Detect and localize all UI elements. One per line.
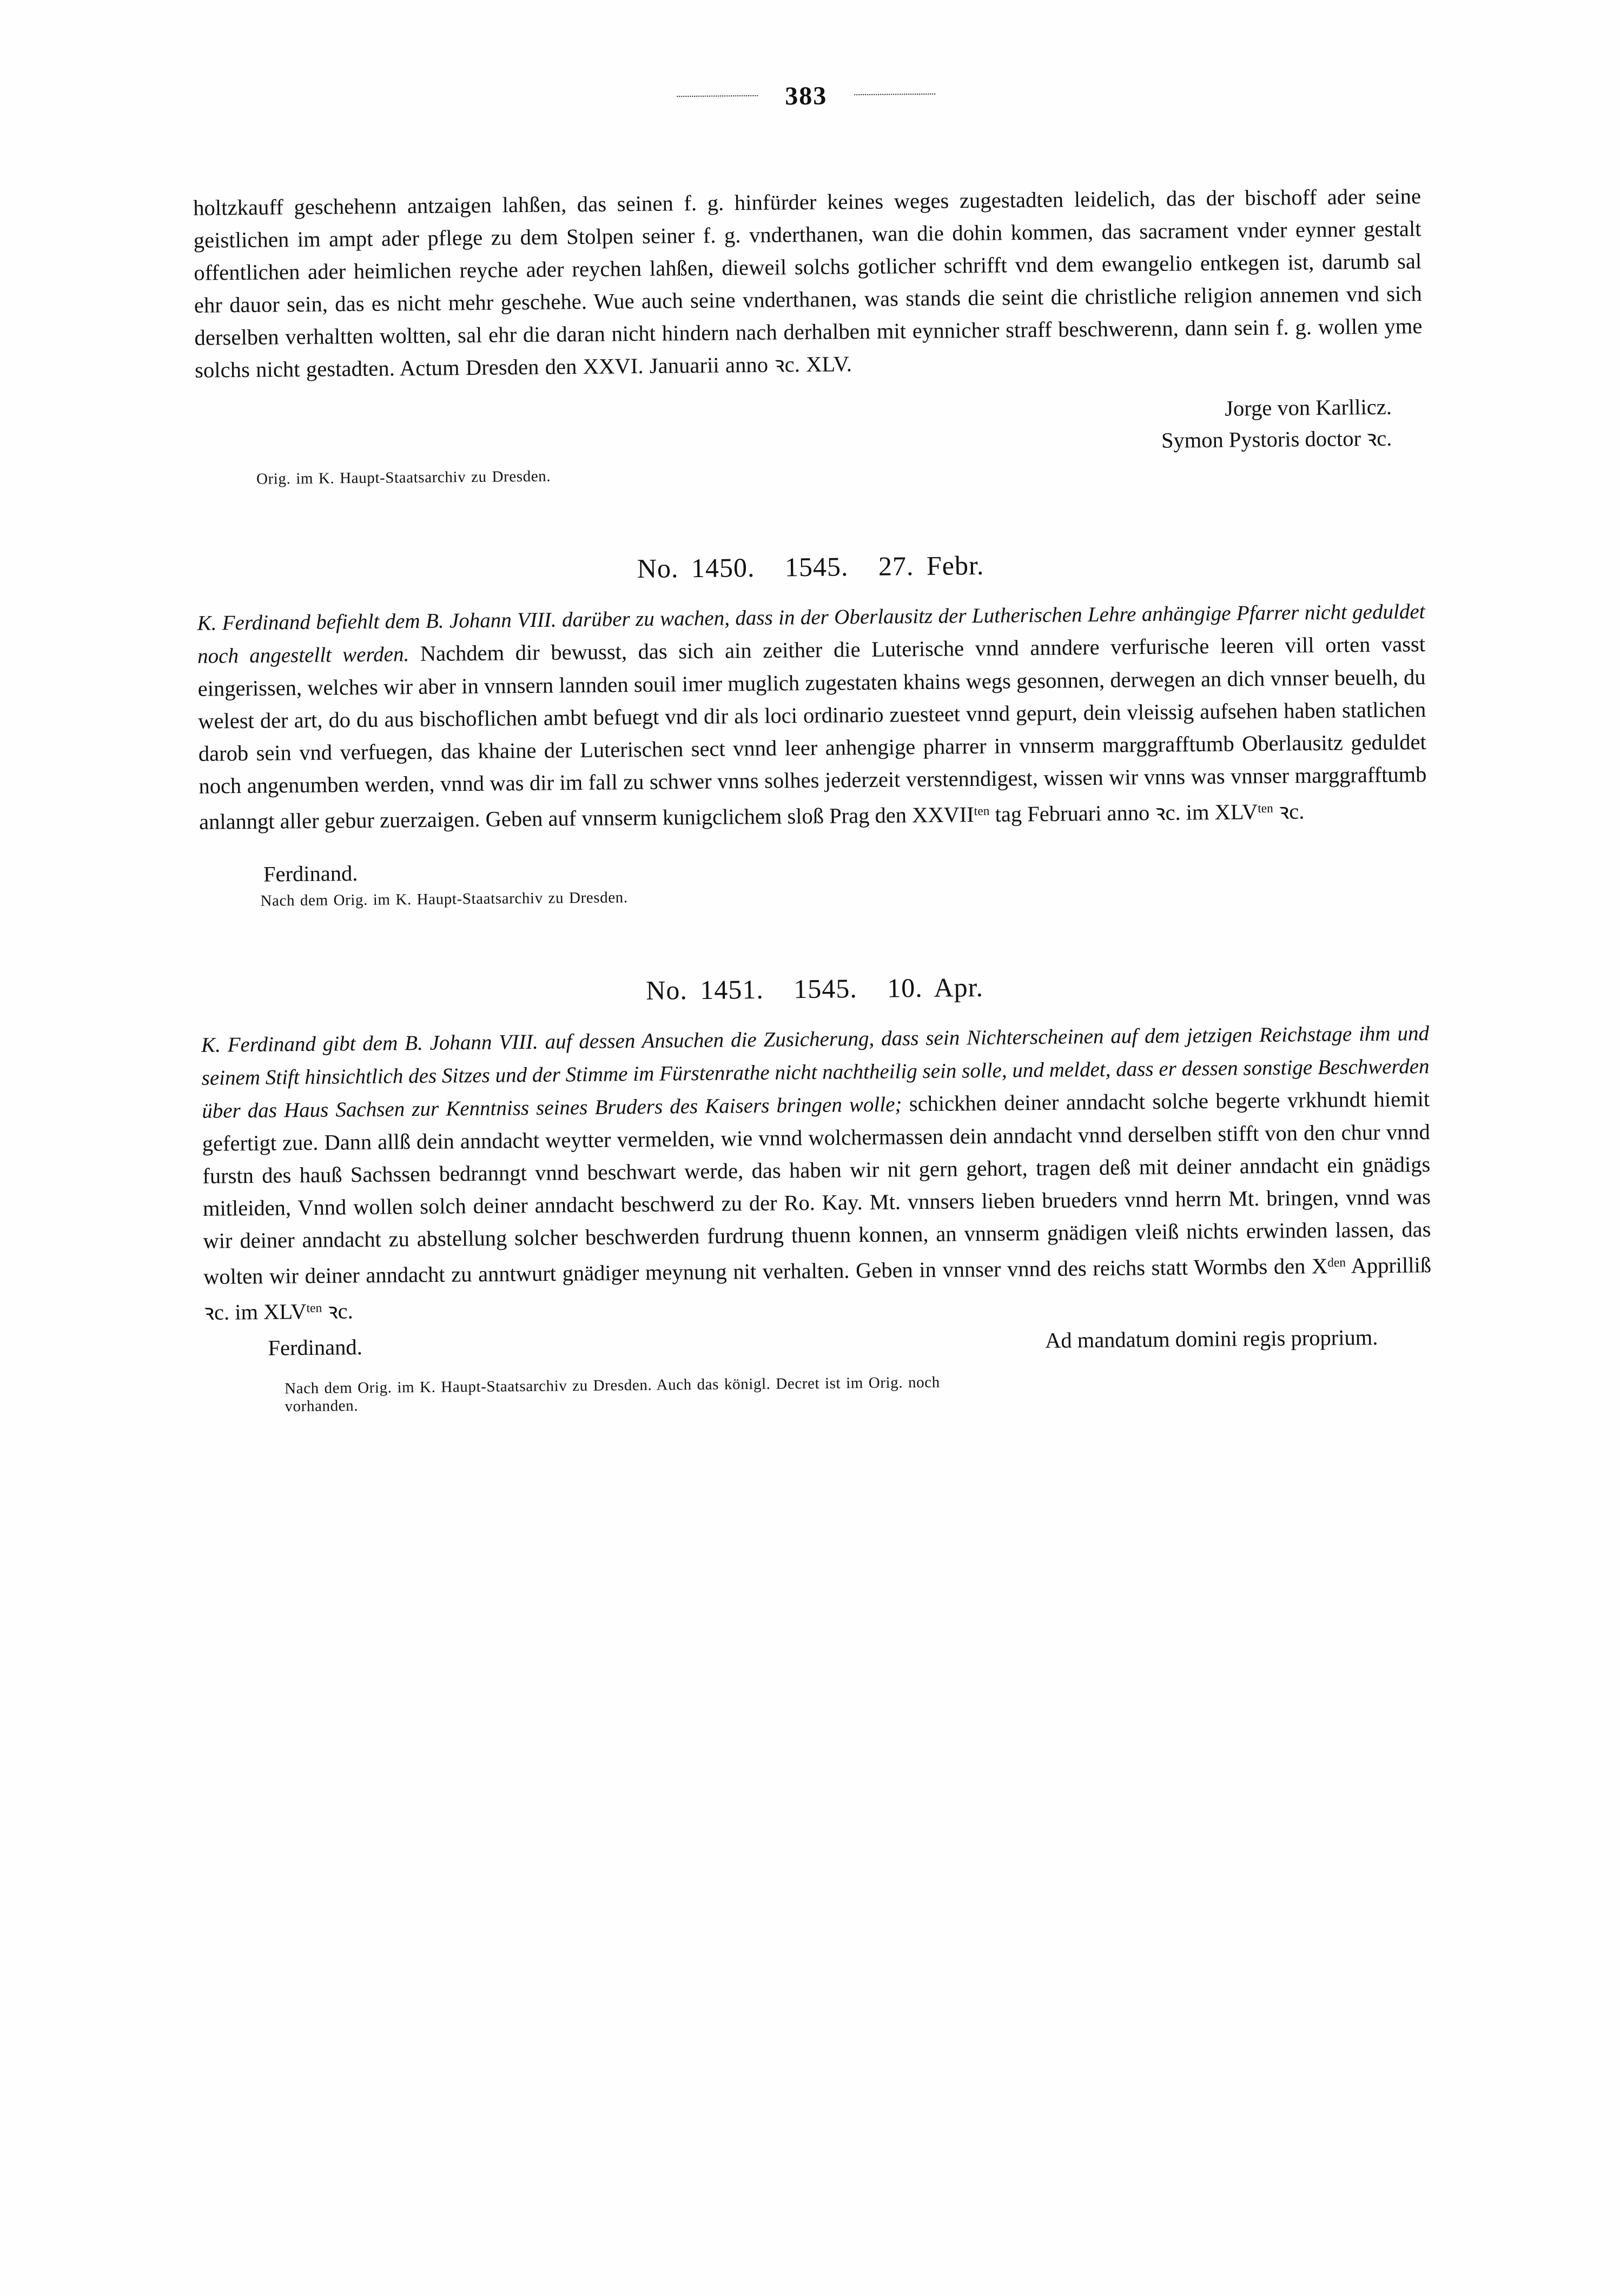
- document-1451-source-note-line-2: vorhanden.: [285, 1397, 359, 1415]
- document-1450-abstract: K. Ferdinand befiehlt dem B. Johann VIII. darüber zu wachen, dass in der Oberlausitz der Lutherischen Lehre anhängige Pfarrer nicht geduldet noch angestellt werden.: [197, 600, 1425, 668]
- document-year: 1545.: [794, 973, 858, 1004]
- document-1451-source-note: [204, 1369, 1433, 1417]
- page-number: 383: [785, 81, 828, 111]
- document-1450-text: [197, 595, 1427, 838]
- document-heading-1450: [196, 545, 1424, 588]
- document-year: 1545.: [784, 551, 849, 583]
- continued-document-signatures: [195, 391, 1424, 466]
- document-number: No. 1450.: [637, 552, 755, 584]
- document-1450-body-part-3: ꝛc.: [1273, 799, 1305, 824]
- signature-line: Jorge von Karllicz.: [1225, 394, 1392, 421]
- document-date: 10. Apr.: [887, 972, 984, 1003]
- document-1451-source-note-line-1: Nach dem Orig. im K. Haupt-Staatsarchiv zu Dresden. Auch das königl. Decret ist im Orig. noch: [285, 1373, 940, 1397]
- document-heading-1451: [201, 967, 1429, 1010]
- document-1451-text: [201, 1017, 1432, 1329]
- document-1450-body-part-2: tag Februari anno ꝛc. im XLV: [989, 799, 1258, 827]
- continued-document-source-note: Orig. im K. Haupt-Staatsarchiv zu Dresden.: [256, 467, 551, 488]
- document-1451-signature-left: Ferdinand.: [268, 1334, 362, 1360]
- rule-left-icon: [677, 95, 758, 97]
- continued-document-body: holtzkauff geschehenn antzaigen lahßen, das seinen f. g. hinfürder keines weges zugestadten leidelich, das der bischoff ader seine geistlichen im ampt ader pflege zu dem Stolpen seiner f. g. vnderthanen, wan die dohin kommen, das sacrament vnder eynner gestalt offentlichen ader heimlichen reyche ader reychen lahßen, dieweil solchs gotlicher schrifft vnd dem ewangelio entkegen ist, darumb sal ehr dauor sein, das es nicht mehr geschehe. Wue auch seine vnderthanen, was stands die seint die christliche religion annemen vnd sich derselben verhaltten woltten, sal ehr die daran nicht hindern nach derhalben mit eynnicher straff beschwerenn, dann sein f. g. wollen yme solchs nicht gestadten. Actum Dresden den XXVI. Januarii anno ꝛc. XLV.: [193, 184, 1423, 382]
- rule-right-icon: [854, 94, 935, 95]
- document-1451-superscript-2: ten: [306, 1301, 322, 1316]
- document-1450-signature: Ferdinand.: [263, 861, 358, 886]
- document-date: 27. Febr.: [878, 550, 984, 581]
- document-1450-body-part-1: Nachdem dir bewusst, das sich ain zeither die Luterische vnnd anndere verfurische leeren vill orten vasst eingerissen, welches wir aber in vnnsern lannden souil imer muglich zugestaten khains wegs gesonnen, derwegen an dich vnnser beuelh, du welest der art, do du aus bischoflichen ambt befuegt vnd dir als loci ordinario zuesteet vnnd gepurt, dein vleissig aufsehen haben statlichen darob sein vnd verfuegen, das khaine der Luterischen sect vnnd leer anhengige pharrer in vnnserm marggrafftumb Oberlausitz geduldet noch angenumben werden, vnnd was dir im fall zu schwer vnns solhes jederzeit verstenndigest, wissen wir vnns was vnnser marggrafftumb anlanngt aller gebur zuerzaigen. Geben auf vnnserm kunigclichem sloß Prag den XXVII: [197, 632, 1427, 835]
- document-1451-body-part-2: Apprilliß ꝛc. im XLV: [203, 1253, 1432, 1325]
- document-1451-abstract: K. Ferdinand gibt dem B. Johann VIII. auf dessen Ansuchen die Zusicherung, dass sein Nichterscheinen auf dem jetzigen Reichstage ihm und seinem Stift hinsichtlich des Sitzes und der Stimme im Fürstenrathe nicht nachtheilig sein solle, und meldet, dass er dessen sonstige Beschwerden über das Haus Sachsen zur Kenntniss seines Bruders des Kaisers bringen wolle;: [201, 1022, 1430, 1123]
- document-1450-superscript-1: ten: [974, 804, 990, 819]
- document-1451-body-part-1: schickhen deiner anndacht solche begerte vrkhundt hiemit gefertigt zue. Dann allß dein anndacht weytter vermelden, wie vnnd wolchermassen dein anndacht vnnd derselben stifft von den chur vnnd furstn des hauß Sachssen bedranngt vnnd beschwart werde, das haben wir nit gern gehort, tragen deß mit deiner anndacht ein gnädigs mitleiden, Vnnd wollen solch deiner anndacht beschwerd zu der Ro. Kay. Mt. vnnsers lieben brueders vnnd herrn Mt. bringen, vnnd was wir deiner anndacht zu abstellung solcher beschwerden furdrung thuenn konnen, an vnnserm gnädigen vleiß nichts erwinden lassen, das wolten wir deiner anndacht zu anntwurt gnädiger meynung nit verhalten. Geben in vnnser vnnd des reichs statt Wormbs den X: [202, 1087, 1431, 1289]
- document-1451-signature-right: Ad mandatum domini regis proprium.: [1044, 1325, 1378, 1353]
- signature-line: Symon Pystoris doctor ꝛc.: [1161, 426, 1392, 453]
- page-content: [192, 75, 1432, 1416]
- document-number: No. 1451.: [645, 974, 764, 1006]
- document-1450-superscript-2: ten: [1258, 801, 1273, 816]
- running-head: [192, 75, 1420, 168]
- document-1450-source-note: Nach dem Orig. im K. Haupt-Staatsarchiv zu Dresden.: [260, 889, 628, 910]
- document-1451-superscript-1: den: [1327, 1255, 1346, 1271]
- document-1451-body-part-3: ꝛc.: [322, 1299, 353, 1324]
